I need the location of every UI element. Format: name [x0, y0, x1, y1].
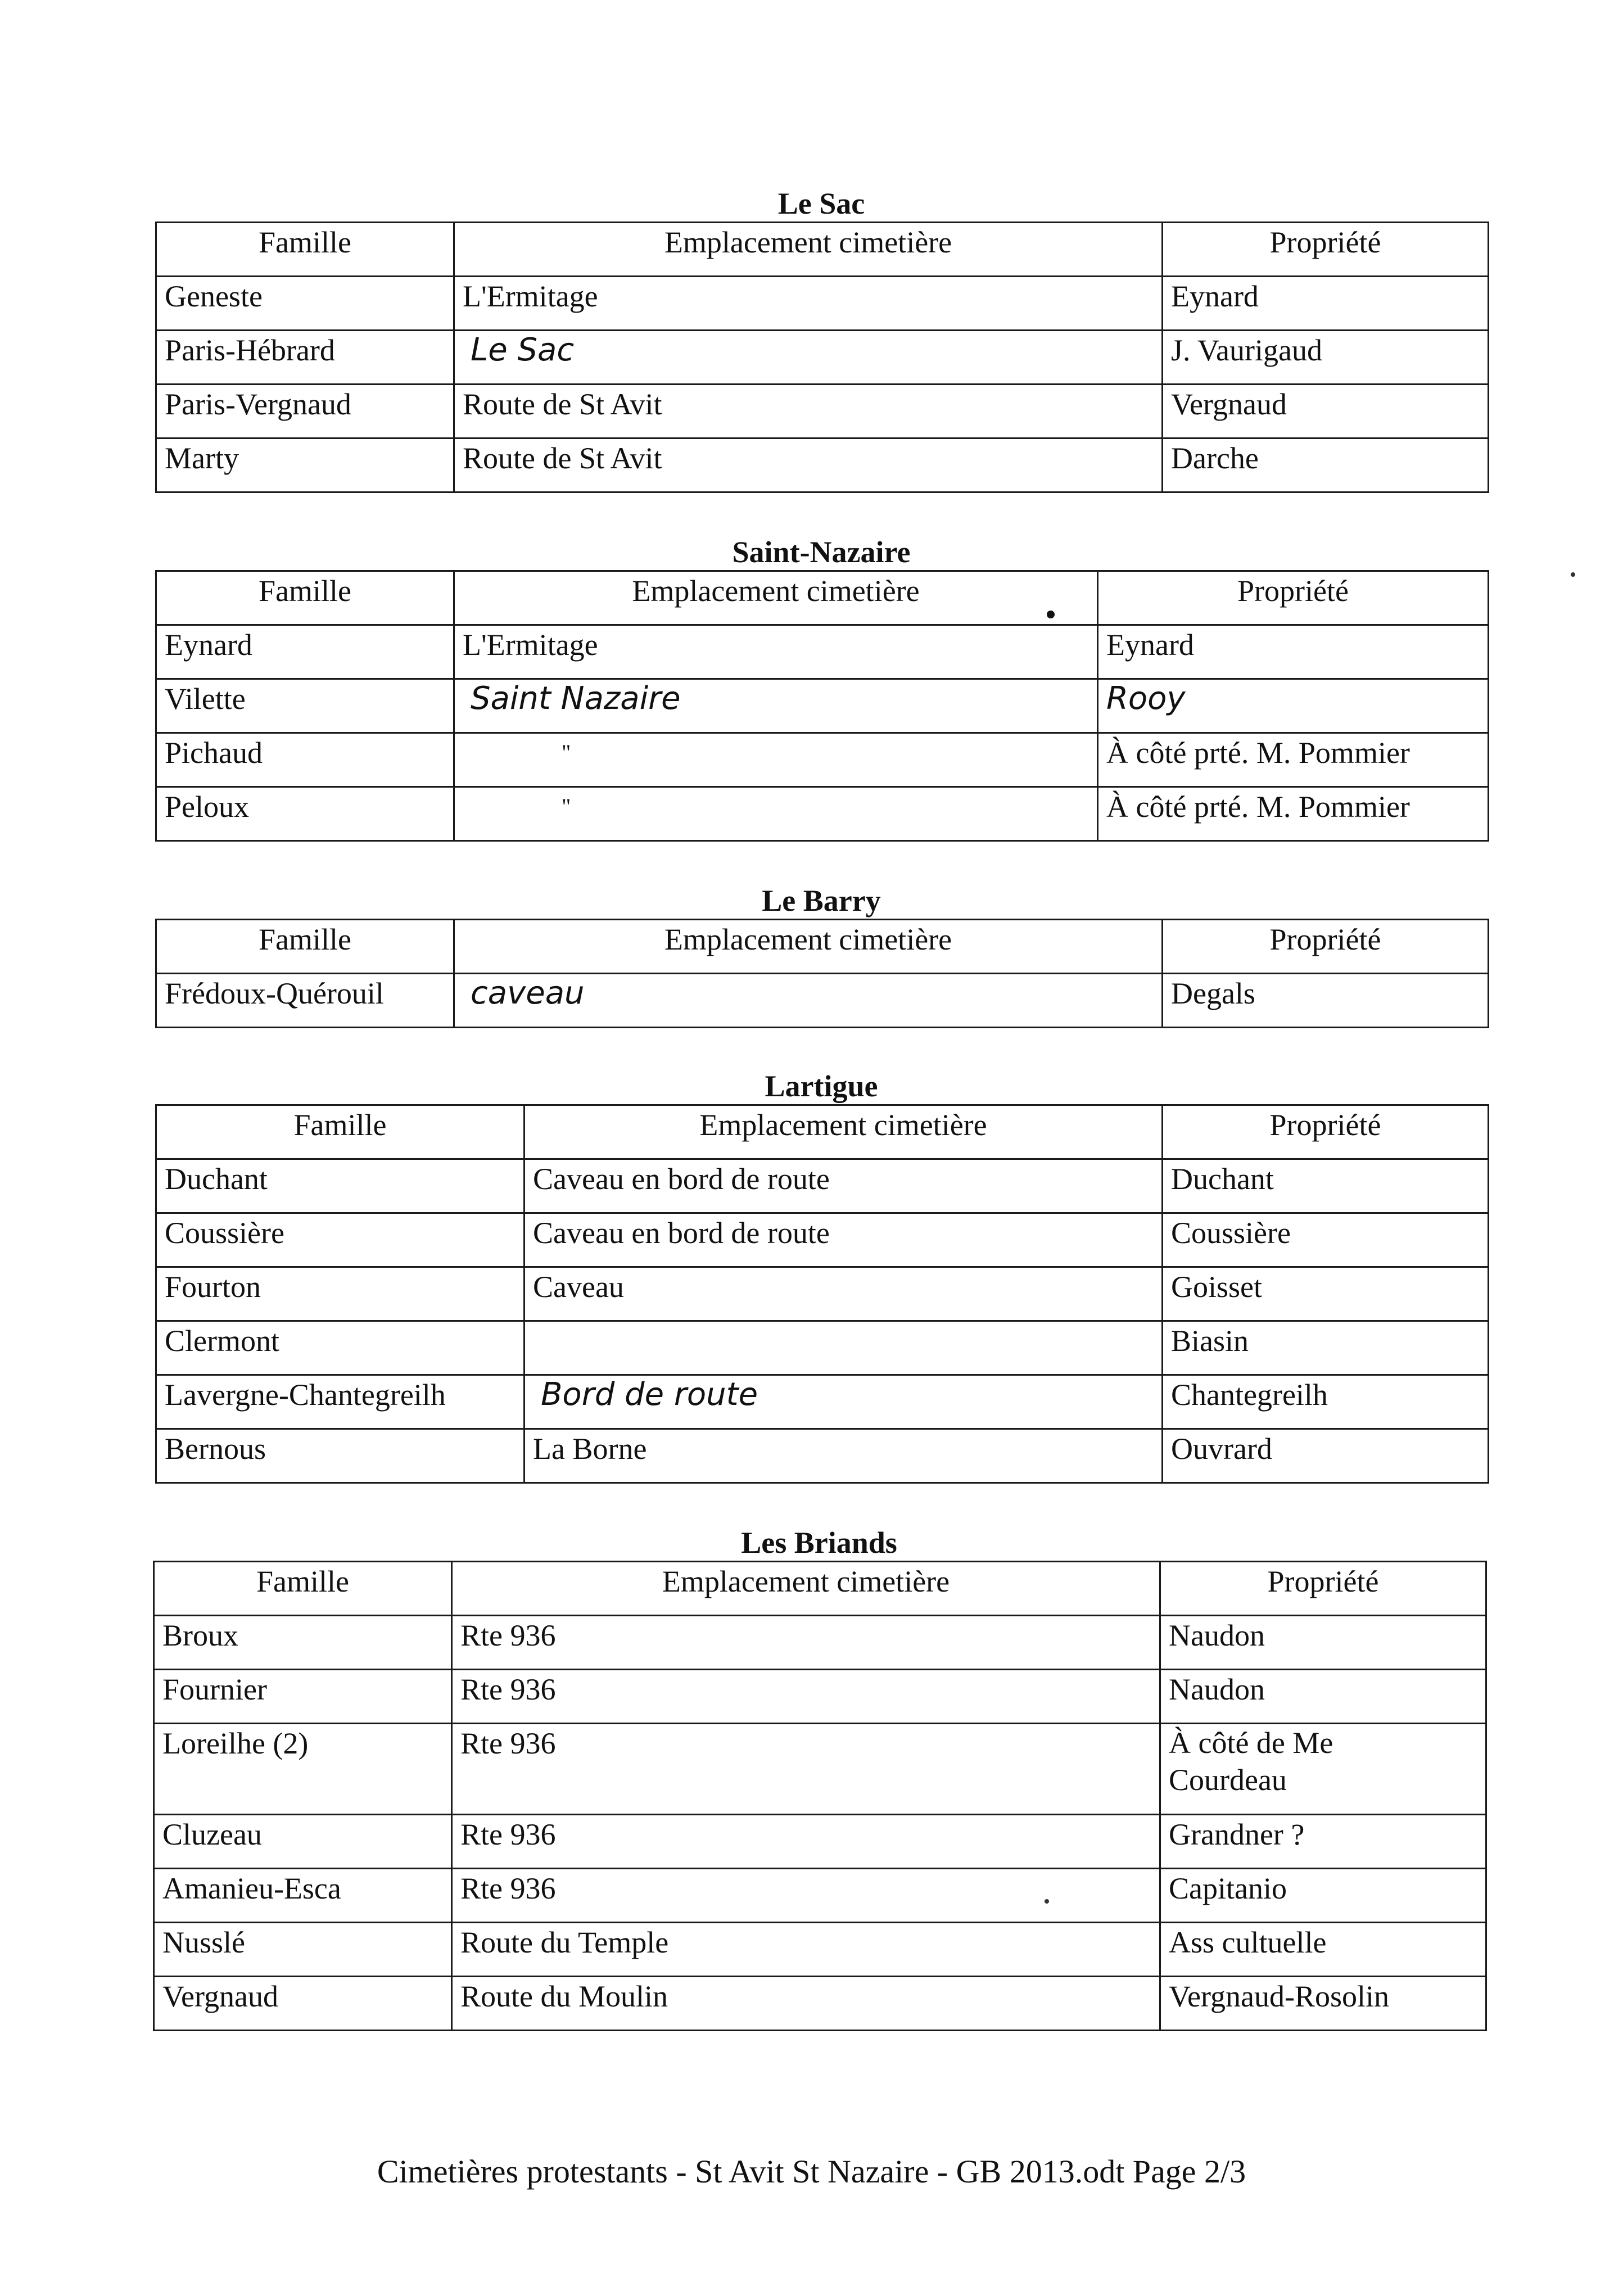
table-row	[156, 385, 1489, 439]
handwritten-emplacement-cell: Bord de route	[525, 1375, 1163, 1429]
column-header-propriete: Propriété	[1160, 1562, 1486, 1616]
propriete-cell: Ouvrard	[1163, 1429, 1489, 1483]
emplacement-cell-empty	[525, 1321, 1163, 1375]
propriete-cell: Capitanio	[1160, 1869, 1486, 1923]
emplacement-cell: Route du Moulin	[452, 1977, 1160, 2031]
propriete-cell: Eynard	[1098, 625, 1489, 679]
table-row	[156, 1321, 1489, 1375]
table-row	[156, 1213, 1489, 1267]
famille-cell: Vergnaud	[154, 1977, 452, 2031]
emplacement-cell: Caveau	[525, 1267, 1163, 1321]
cemetery-table	[155, 570, 1489, 842]
scan-speck	[1047, 611, 1055, 618]
table-row	[154, 1724, 1486, 1815]
table-row	[154, 1815, 1486, 1869]
table-row	[154, 1869, 1486, 1923]
column-header-emplacement: Emplacement cimetière	[454, 223, 1163, 277]
emplacement-cell: L'Ermitage	[454, 277, 1163, 331]
handwritten-propriete-cell: Rooy	[1098, 679, 1489, 733]
propriete-cell: À côté prté. M. Pommier	[1098, 733, 1489, 787]
famille-cell: Paris-Vergnaud	[156, 385, 454, 439]
propriete-cell: Vergnaud-Rosolin	[1160, 1977, 1486, 2031]
propriete-cell: Chantegreilh	[1163, 1375, 1489, 1429]
section-title: Le Barry	[762, 884, 881, 918]
famille-cell: Amanieu-Esca	[154, 1869, 452, 1923]
emplacement-cell: L'Ermitage	[454, 625, 1098, 679]
cemetery-table	[155, 1104, 1489, 1484]
column-header-famille: Famille	[156, 571, 454, 625]
famille-cell: Loreilhe (2)	[154, 1724, 452, 1815]
famille-cell: Paris-Hébrard	[156, 331, 454, 385]
column-header-emplacement: Emplacement cimetière	[452, 1562, 1160, 1616]
famille-cell: Duchant	[156, 1159, 525, 1213]
famille-cell: Geneste	[156, 277, 454, 331]
table-row	[156, 787, 1489, 841]
table-row	[156, 331, 1489, 385]
table-row	[154, 1923, 1486, 1977]
famille-cell: Nusslé	[154, 1923, 452, 1977]
emplacement-cell: Route du Temple	[452, 1923, 1160, 1977]
column-header-emplacement: Emplacement cimetière	[454, 920, 1163, 974]
famille-cell: Coussière	[156, 1213, 525, 1267]
emplacement-cell: Route de St Avit	[454, 439, 1163, 492]
famille-cell: Marty	[156, 439, 454, 492]
section-title: Le Sac	[777, 187, 865, 220]
column-header-emplacement: Emplacement cimetière	[525, 1105, 1163, 1159]
propriete-cell: À côté prté. M. Pommier	[1098, 787, 1489, 841]
emplacement-cell: Rte 936	[452, 1869, 1160, 1923]
column-header-propriete: Propriété	[1098, 571, 1489, 625]
column-header-emplacement: Emplacement cimetière	[454, 571, 1098, 625]
emplacement-cell: Rte 936	[452, 1616, 1160, 1670]
propriete-cell: Duchant	[1163, 1159, 1489, 1213]
handwritten-emplacement-cell: Saint Nazaire	[454, 679, 1098, 733]
column-header-propriete: Propriété	[1163, 223, 1489, 277]
propriete-cell: Ass cultuelle	[1160, 1923, 1486, 1977]
column-header-famille: Famille	[156, 1105, 525, 1159]
table-header-row	[154, 1562, 1486, 1616]
table-row	[154, 1670, 1486, 1724]
table-header-row	[156, 571, 1489, 625]
famille-cell: Pichaud	[156, 733, 454, 787]
famille-cell: Clermont	[156, 1321, 525, 1375]
famille-cell: Fournier	[154, 1670, 452, 1724]
emplacement-cell: Rte 936	[452, 1815, 1160, 1869]
column-header-famille: Famille	[156, 223, 454, 277]
propriete-cell	[1160, 1724, 1486, 1815]
propriete-cell: Darche	[1163, 439, 1489, 492]
table-row	[156, 1159, 1489, 1213]
famille-cell: Cluzeau	[154, 1815, 452, 1869]
famille-cell: Lavergne-Chantegreilh	[156, 1375, 525, 1429]
famille-cell: Vilette	[156, 679, 454, 733]
table-row	[154, 1616, 1486, 1670]
scan-speck	[1045, 1899, 1049, 1904]
table-row	[156, 625, 1489, 679]
famille-cell: Bernous	[156, 1429, 525, 1483]
famille-cell: Frédoux-Quérouil	[156, 974, 454, 1028]
emplacement-cell: Caveau en bord de route	[525, 1213, 1163, 1267]
table-header-row	[156, 920, 1489, 974]
emplacement-cell: Rte 936	[452, 1670, 1160, 1724]
section-title: Les Briands	[741, 1526, 897, 1560]
table-header-row	[156, 223, 1489, 277]
propriete-cell: Vergnaud	[1163, 385, 1489, 439]
propriete-cell: Coussière	[1163, 1213, 1489, 1267]
famille-cell: Eynard	[156, 625, 454, 679]
handwritten-emplacement-cell: Le Sac	[454, 331, 1163, 385]
propriete-cell: J. Vaurigaud	[1163, 331, 1489, 385]
table-row	[156, 1267, 1489, 1321]
table-row	[154, 1977, 1486, 2031]
propriete-line-2: Courdeau	[1169, 1763, 1287, 1797]
table-row	[156, 277, 1489, 331]
section-saint-nazaire	[155, 535, 1488, 842]
column-header-propriete: Propriété	[1163, 1105, 1489, 1159]
propriete-cell: Eynard	[1163, 277, 1489, 331]
table-row	[156, 733, 1489, 787]
ditto-mark-cell: "	[454, 787, 1098, 841]
cemetery-table	[155, 222, 1489, 493]
table-row	[156, 679, 1489, 733]
section-le-barry	[155, 884, 1488, 1028]
ditto-mark-cell: "	[454, 733, 1098, 787]
propriete-cell: Naudon	[1160, 1616, 1486, 1670]
column-header-famille: Famille	[156, 920, 454, 974]
emplacement-cell: Route de St Avit	[454, 385, 1163, 439]
famille-cell: Fourton	[156, 1267, 525, 1321]
handwritten-emplacement-cell: caveau	[454, 974, 1163, 1028]
scan-speck	[1571, 572, 1575, 577]
emplacement-cell: La Borne	[525, 1429, 1163, 1483]
page-footer: Cimetières protestants - St Avit St Nazaire - GB 2013.odt Page 2/3	[377, 2153, 1246, 2190]
table-row	[156, 1375, 1489, 1429]
propriete-cell: Goisset	[1163, 1267, 1489, 1321]
propriete-line-1: À côté de Me	[1169, 1726, 1333, 1760]
famille-cell: Broux	[154, 1616, 452, 1670]
emplacement-cell: Rte 936	[452, 1724, 1160, 1815]
table-row	[156, 1429, 1489, 1483]
column-header-propriete: Propriété	[1163, 920, 1489, 974]
section-title: Lartigue	[765, 1069, 878, 1103]
table-row	[156, 439, 1489, 492]
table-header-row	[156, 1105, 1489, 1159]
column-header-famille: Famille	[154, 1562, 452, 1616]
propriete-cell: Naudon	[1160, 1670, 1486, 1724]
section-les-briands	[153, 1526, 1485, 2031]
table-row	[156, 974, 1489, 1028]
famille-cell: Peloux	[156, 787, 454, 841]
propriete-cell: Biasin	[1163, 1321, 1489, 1375]
propriete-cell: Grandner ?	[1160, 1815, 1486, 1869]
section-lartigue	[155, 1069, 1488, 1484]
section-title: Saint-Nazaire	[732, 535, 911, 569]
cemetery-table	[155, 919, 1489, 1028]
section-le-sac	[155, 187, 1488, 493]
cemetery-table	[153, 1561, 1487, 2031]
emplacement-cell: Caveau en bord de route	[525, 1159, 1163, 1213]
propriete-cell: Degals	[1163, 974, 1489, 1028]
